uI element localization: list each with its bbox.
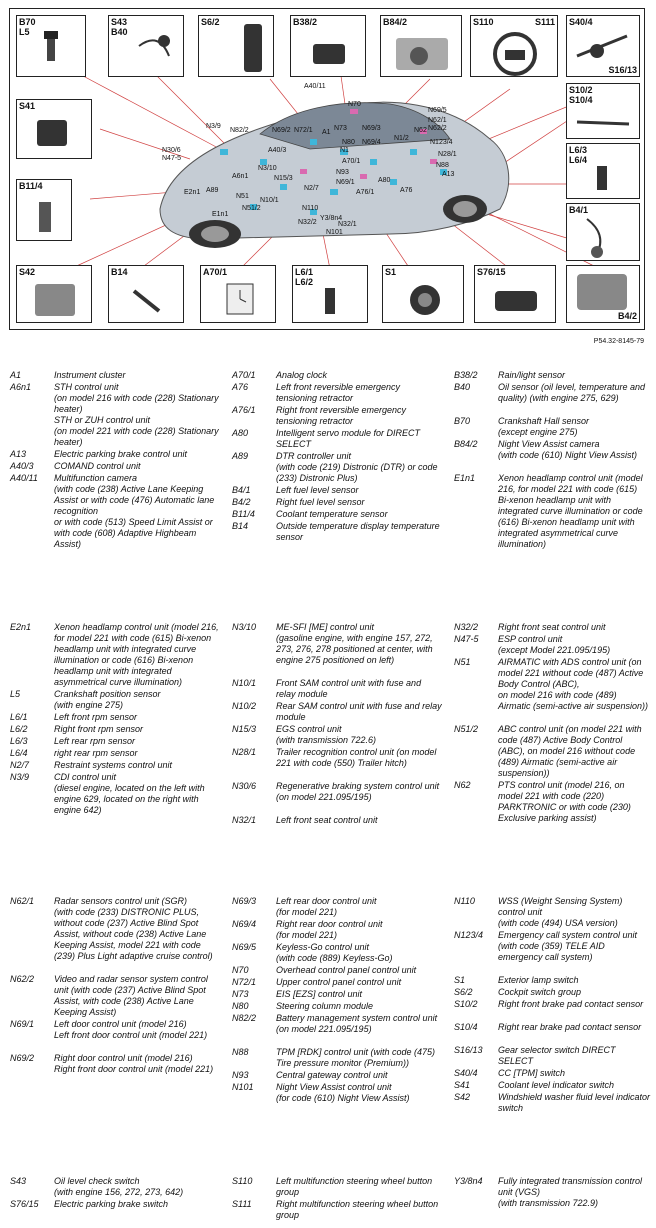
callout-label: N62/2 [428,125,447,132]
component-box-s1 [382,265,464,323]
component-box-s404 [566,15,640,77]
legend-code: S43 [10,1176,27,1186]
legend-entry [454,1068,650,1079]
legend-description: Right multifunction steering wheel button group [276,1199,441,1220]
box-label: S1 [385,267,397,277]
callout-label: N80 [342,139,355,146]
legend-description: Oil level check switch (with engine 156, 272, 273, 642) [54,1176,184,1197]
legend-description: Intelligent servo module for DIRECT SELECT [276,428,423,449]
legend-description: Left door control unit (model 216) Left front door control unit (model 221) [54,1019,208,1040]
legend-description: Central gateway control unit [276,1070,388,1080]
legend-description: Gear selector switch DIRECT SELECT [498,1045,619,1066]
legend-description: Crankshaft Hall sensor (except engine 275) [498,416,590,437]
component-box-b14 [108,265,184,323]
legend-description: Exterior lamp switch [498,975,579,985]
callout-label: A76 [400,187,413,194]
legend-code: N51 [454,657,471,667]
legend-code: N47-5 [454,634,479,644]
legend-entry [232,485,442,496]
callout-label: N123/4 [430,139,453,146]
callout-label: Y3/8n4 [320,215,343,222]
component-box-s62 [198,15,274,77]
legend-entry [232,724,442,746]
legend-code: N62/1 [10,896,35,906]
legend-description: Overhead control panel control unit [276,965,417,975]
legend-code: N69/3 [232,896,257,906]
legend-description: STH control unit (on model 216 with code (228) Stationary heater) STH or ZUH control unit (on model 221 with code (228) Stationary heater) [54,382,219,447]
legend-entry [232,678,442,700]
legend-entry [10,712,220,723]
legend-code: N51/2 [454,724,479,734]
box-label: S111 [534,17,555,27]
legend-entry [232,521,442,543]
legend-code: N62 [454,780,471,790]
callout-label: N3/10 [258,165,277,172]
legend-entry [454,382,650,404]
legend-code: S1 [454,975,466,985]
legend-code: N62/2 [10,974,35,984]
legend-entry [10,736,220,747]
callout-label: N30/6 [162,147,181,154]
legend-entry [10,461,220,472]
callout-label: N88 [436,162,449,169]
box-label: S10/2 S10/4 [569,85,593,105]
legend-entry [232,815,442,826]
box-label: B70 L5 [19,17,36,37]
legend-code: A1 [10,370,22,380]
legend-code: N3/10 [232,622,257,632]
legend-entry [10,760,220,771]
box-label: B38/2 [293,17,318,27]
callout-label: A6n1 [232,173,249,180]
legend-entry [454,439,650,461]
box-label: S76/15 [477,267,506,277]
legend-description: Right rear door control unit (for model 221) [276,919,383,940]
legend-description: Left multifunction steering wheel button group [276,1176,435,1197]
legend-description: Right front reversible emergency tensioning retractor [276,405,409,426]
box-label: B4/2 [617,311,637,321]
box-label: B4/1 [569,205,589,215]
component-box-a701 [200,265,276,323]
callout-label: N69/4 [362,139,381,146]
legend-code: N69/5 [232,942,257,952]
legend-description: Windshield washer fluid level indicator switch [498,1092,653,1113]
legend-code: A80 [232,428,249,438]
component-box-s41 [16,99,92,159]
component-box-b42 [566,265,640,323]
legend-code: E1n1 [454,473,476,483]
legend-code: A40/11 [10,473,38,483]
legend-entry [454,724,650,779]
box-label: B11/4 [19,181,43,191]
legend-code: S6/2 [454,987,473,997]
legend-entry [10,1053,220,1075]
legend-code: L6/3 [10,736,28,746]
legend-code: E2n1 [10,622,32,632]
legend-description: Coolant level indicator switch [498,1080,615,1090]
callout-label: A1 [322,129,331,136]
callout-label: A76/1 [356,189,375,196]
component-box-s7615 [474,265,556,323]
legend-entry [10,896,220,962]
legend-description: EGS control unit (with transmission 722.6) [276,724,377,745]
legend-entry [454,780,650,824]
legend-description: Fully integrated transmission control unit (VGS) (with transmission 722.9) [498,1176,643,1208]
legend-description: WSS (Weight Sensing System) control unit (with code (494) USA version) [498,896,623,928]
box-label: S6/2 [201,17,220,27]
legend-code: S111 [232,1199,252,1209]
callout-label: N3/9 [206,123,221,130]
legend-description: Right front brake pad contact sensor [498,999,644,1009]
legend-description: Left front rpm sensor [54,712,138,722]
legend-description: Right fuel level sensor [276,497,365,507]
component-box-l63 [566,143,640,199]
component-box-b114 [16,179,72,241]
legend-description: Electric parking brake control unit [54,449,188,459]
box-label: S41 [19,101,36,111]
legend-code: N32/2 [454,622,479,632]
legend-description: Radar sensors control unit (SGR) (with code (233) DISTRONIC PLUS, without code (237) Active Blind Spot Assist, without code (238) Active Lane Keeping Assist, model 221 with code (239) Plus Light adaptive cruise control) [54,896,213,961]
callout-label: N69/2 [272,127,291,134]
callout-label: N73 [334,125,347,132]
legend-entry [232,1070,442,1081]
callout-label: N93 [336,169,349,176]
callout-label: N1 [340,147,349,154]
legend-description: TPM [RDK] control unit (with code (475) Tire pressure monitor (Premium)) [276,1047,438,1068]
legend-entry [10,473,220,550]
legend-description: Electric parking brake switch [54,1199,169,1209]
legend-description: Right front rpm sensor [54,724,144,734]
legend-code: N3/9 [10,772,30,782]
legend-entry [454,1045,650,1067]
legend-description: Right front seat control unit [498,622,606,632]
legend-code: S110 [232,1176,253,1186]
legend-code: S16/13 [454,1045,483,1055]
legend-description: EIS [EZS] control unit [276,989,363,999]
legend-entry [232,509,442,520]
callout-label: N51 [236,193,249,200]
legend-description: ABC control unit (on model 221 with code (487) Active Body Control (ABC), on model 216 without code (489) Airmatic (semi-active air suspension)) [498,724,645,778]
legend-description: Right rear brake pad contact sensor [498,1022,642,1032]
callout-label: N69/3 [362,125,381,132]
legend-description: Left front seat control unit [276,815,378,825]
box-label: L6/1 L6/2 [295,267,314,287]
legend-entry [454,473,650,550]
legend-code: N72/1 [232,977,257,987]
box-label: S16/13 [608,65,637,75]
legend-description: Coolant temperature sensor [276,509,388,519]
legend-code: N28/1 [232,747,257,757]
legend-description: Multifunction camera (with code (238) Active Lane Keeping Assist or with code (476) Automatic lane recognition or with code (513) Speed Limit Assist or with code (608) Adaptive Highbeam Assist) [54,473,215,549]
legend-code: B11/4 [232,509,255,519]
callout-label: N82/2 [230,127,249,134]
box-label: B14 [111,267,128,277]
callout-label: N32/1 [338,221,357,228]
legend-code: B38/2 [454,370,478,380]
legend-code: N80 [232,1001,249,1011]
legend-description: right rear rpm sensor [54,748,138,758]
legend-description: COMAND control unit [54,461,141,471]
legend-code: N10/1 [232,678,257,688]
legend-description: Rear SAM control unit with fuse and relay module [276,701,445,722]
legend-entry [10,1199,220,1210]
legend-entry [232,896,442,918]
callout-label: N51/2 [242,205,261,212]
legend-code: B70 [454,416,471,426]
legend-description: Night View Assist camera (with code (610) Night View Assist) [498,439,638,460]
legend-code: A76/1 [232,405,256,415]
callout-label: N10/1 [260,197,279,204]
legend-description: PTS control unit (model 216, on model 221 with code (220) PARKTRONIC or with code (230) Exclusive parking assist) [498,780,634,823]
box-label: S40/4 [569,17,593,27]
callout-label: N101 [326,229,343,236]
callout-label: A13 [442,171,455,178]
legend-entry [454,1176,650,1209]
legend-description: AIRMATIC with ADS control unit (on model 221 without code (487) Active Body Control (ABC), on model 216 with code (489) Airmatic (semi-active air suspension)) [498,657,649,711]
legend-entry [454,896,650,929]
legend-entry [10,1176,220,1198]
legend-entry [10,724,220,735]
legend-code: S40/4 [454,1068,478,1078]
legend-code: N30/6 [232,781,257,791]
legend-code: S76/15 [10,1199,39,1209]
legend-code: A6n1 [10,382,32,392]
legend-entry [232,1082,442,1104]
legend-code: A40/3 [10,461,34,471]
callout-label: N47-5 [162,155,182,162]
legend-code: L6/1 [10,712,28,722]
box-label: S110 [473,17,494,27]
legend-description: Upper control panel control unit [276,977,402,987]
legend-entry [10,974,220,1018]
legend-entry [10,772,220,816]
callout-label: N70 [348,101,361,108]
component-box-s43 [108,15,184,77]
legend-description: Oil sensor (oil level, temperature and quality) (with engine 275, 629) [498,382,648,403]
legend-description: Xenon headlamp control unit (model 216, for model 221 with code (615) Bi-xenon headlamp unit with integrated curve illumination or code (616) Bi-xenon headlamp unit with integrated asymmetrical curve illumination) [54,622,222,687]
legend-entry [454,987,650,998]
legend-description: Battery management system control unit (on model 221.095/195) [276,1013,438,1034]
legend-entry [10,370,220,381]
component-box-b70 [16,15,86,77]
callout-label: N28/1 [438,151,457,158]
callout-label: N110 [302,205,319,212]
component-box-b842 [380,15,462,77]
legend-description: Trailer recognition control unit (on model 221 with code (550) Trailer hitch) [276,747,439,768]
legend-code: A76 [232,382,249,392]
legend-description: Left fuel level sensor [276,485,359,495]
callout-label: E1n1 [212,211,229,218]
legend-description: ME-SFI [ME] control unit (gasoline engine, with engine 157, 272, 273, 276, 278 positioned at center, with engine 275 positioned on left) [276,622,433,665]
legend-description: Restraint systems control unit [54,760,173,770]
legend-entry [232,942,442,964]
legend-entry [232,1013,442,1035]
component-box-l61 [292,265,368,323]
box-label: S43 B40 [111,17,128,37]
callout-label: N1/2 [394,135,409,142]
callout-label: N15/3 [274,175,293,182]
component-location-diagram [9,8,645,330]
legend-code: Y3/8n4 [454,1176,483,1186]
legend-entry [232,965,442,976]
legend-code: N101 [232,1082,254,1092]
legend-description: Instrument cluster [54,370,126,380]
legend-code: N73 [232,989,249,999]
legend-entry [232,428,442,450]
legend-entry [232,622,442,666]
callout-label: A40/11 [304,83,326,90]
legend-description: CC [TPM] switch [498,1068,566,1078]
legend-code: N32/1 [232,815,257,825]
legend-description: Left rear rpm sensor [54,736,136,746]
legend-description: Keyless-Go control unit (with code (889) Keyless-Go) [276,942,393,963]
legend-entry [454,930,650,963]
legend-entry [454,1092,653,1114]
legend-description: Analog clock [276,370,328,380]
legend-description: Front SAM control unit with fuse and relay module [276,678,424,699]
callout-label: A89 [206,187,219,194]
box-label: A70/1 [203,267,228,277]
callout-label: N2/7 [304,185,319,192]
legend-code: A89 [232,451,249,461]
legend-code: S41 [454,1080,471,1090]
legend-entry [10,689,220,711]
legend-description: CDI control unit (diesel engine, located on the left with engine 629, located on the right with engine 642) [54,772,205,815]
legend-code: N10/2 [232,701,257,711]
callout-label: E2n1 [184,189,201,196]
box-label: B84/2 [383,17,408,27]
legend-code: S42 [454,1092,471,1102]
legend-code: L6/4 [10,748,28,758]
legend-entry [454,1022,650,1033]
legend-entry [10,1019,220,1041]
legend-entry [10,622,220,688]
legend-entry [454,657,650,712]
legend-description: Crankshaft position sensor (with engine 275) [54,689,161,710]
legend-code: N2/7 [10,760,30,770]
legend-code: N69/1 [10,1019,35,1029]
legend-entry [10,382,220,448]
legend-description: Right door control unit (model 216) Right front door control unit (model 221) [54,1053,214,1074]
legend-entry [232,747,442,769]
legend-entry [232,1199,442,1221]
legend-code: B14 [232,521,249,531]
legend-entry [232,919,442,941]
legend-description: Video and radar sensor system control unit (with code (237) Active Blind Spot Assist, with code (238) Active Lane Keeping Assist) [54,974,211,1017]
legend-code: B40 [454,382,471,392]
legend-entry [454,975,650,986]
legend-code: N88 [232,1047,249,1057]
legend-code: N123/4 [454,930,484,940]
legend-entry [232,1001,442,1012]
legend-code: A13 [10,449,27,459]
component-box-b41 [566,203,640,261]
legend-code: B4/2 [232,497,251,507]
legend-code: S10/4 [454,1022,478,1032]
legend-description: Left front reversible emergency tensioning retractor [276,382,403,403]
legend-entry [454,370,650,381]
legend-description: DTR controller unit (with code (219) Distronic (DTR) or code (233) Distronic Plus) [276,451,438,483]
legend-description: Night View Assist control unit (for code (610) Night View Assist) [276,1082,410,1103]
callout-label: A70/1 [342,158,361,165]
legend-entry [232,701,445,723]
legend-description: Left rear door control unit (for model 221) [276,896,377,917]
box-label: S42 [19,267,36,277]
legend-entry [232,497,442,508]
callout-label: N69/5 [428,107,447,114]
legend-code: B4/1 [232,485,251,495]
legend-entry [454,1080,650,1091]
legend-code: N69/2 [10,1053,35,1063]
legend-code: N82/2 [232,1013,257,1023]
callout-label: N69/1 [336,179,355,186]
legend-entry [454,634,650,656]
legend-description: Rain/light sensor [498,370,566,380]
legend-entry [232,1176,442,1198]
legend-entry [232,781,442,803]
callout-label: N62 [414,127,427,134]
legend-entry [232,1047,442,1069]
legend-entry [232,382,442,404]
legend-entry [232,977,442,988]
callout-label: N72/1 [294,127,313,134]
callout-label: A80 [378,177,391,184]
legend-entry [232,451,442,484]
legend-code: L5 [10,689,21,699]
legend-description: Outside temperature display temperature sensor [276,521,443,542]
component-box-s110 [470,15,558,77]
legend-entry [454,416,650,438]
legend-entry [232,405,442,427]
box-label: L6/3 L6/4 [569,145,588,165]
legend-code: N110 [454,896,475,906]
component-box-s42 [16,265,92,323]
legend-code: N15/3 [232,724,257,734]
legend-description: Xenon headlamp control unit (model 216, for model 221 with code (615) Bi-xenon headlamp unit with integrated curve illumination or code (616) Bi-xenon headlamp unit with integrated asymmetrical curve illumination) [498,473,646,549]
figure-reference: P54.32-8145-79 [593,338,644,345]
legend-entry [232,989,442,1000]
callout-label: A40/3 [268,147,287,154]
component-box-s102 [566,83,640,139]
legend-entry [10,748,220,759]
legend-code: N70 [232,965,249,975]
legend-entry [454,622,650,633]
callout-label: N32/2 [298,219,317,226]
legend-entry [10,449,220,460]
legend-code: N69/4 [232,919,257,929]
legend-code: N93 [232,1070,249,1080]
legend-code: B84/2 [454,439,478,449]
legend-entry [232,370,442,381]
callout-label: N62/1 [428,117,447,124]
legend-description: Steering column module [276,1001,374,1011]
legend-code: A70/1 [232,370,256,380]
legend-description: Emergency call system control unit (with code (359) TELE AID emergency call system) [498,930,638,962]
legend-code: L6/2 [10,724,28,734]
legend-code: S10/2 [454,999,478,1009]
legend-entry [454,999,650,1010]
component-box-b382 [290,15,366,77]
legend-description: Regenerative braking system control unit (on model 221.095/195) [276,781,440,802]
legend-description: Cockpit switch group [498,987,582,997]
legend-description: ESP control unit (except Model 221.095/195) [498,634,611,655]
